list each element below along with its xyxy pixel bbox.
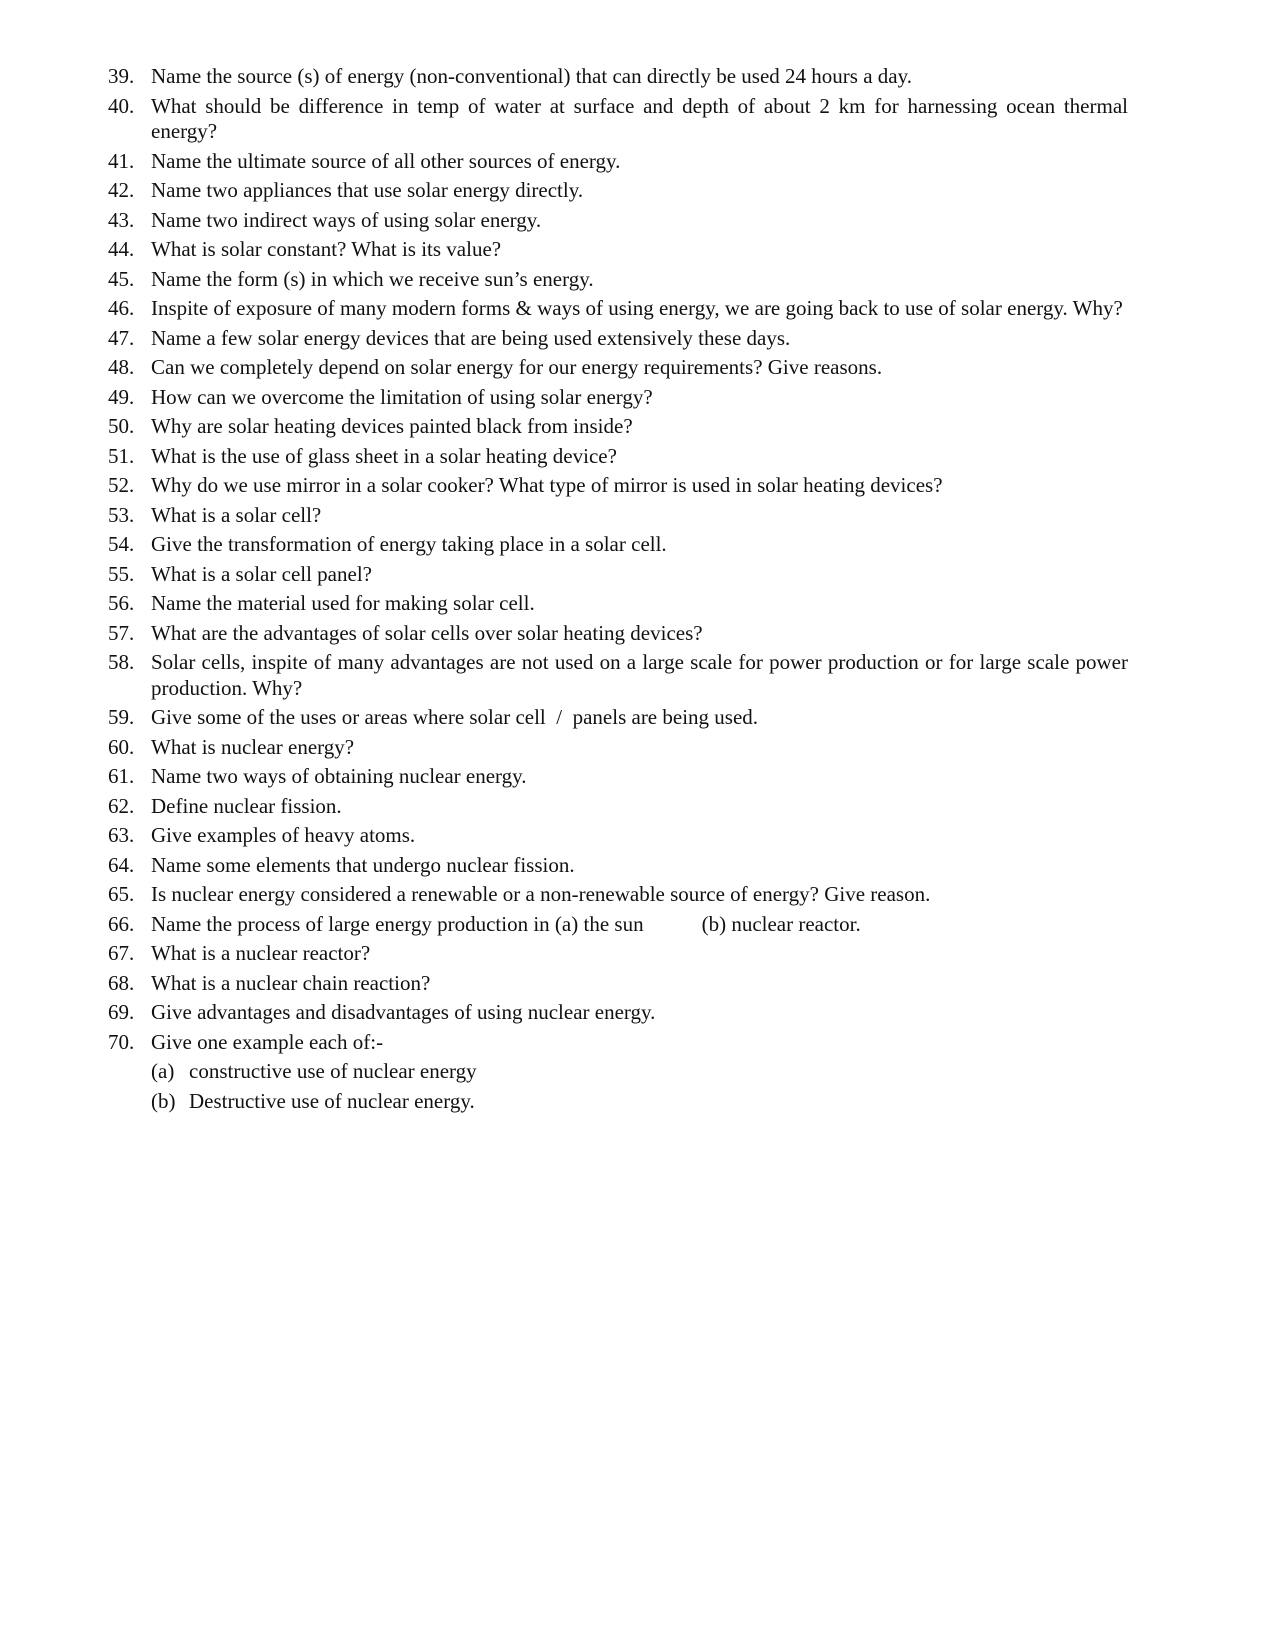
question-number: 53. xyxy=(108,502,135,527)
question-number: 51. xyxy=(108,443,135,468)
question-text: What is a nuclear chain reaction? xyxy=(151,970,431,995)
question-text xyxy=(151,912,1128,938)
question-number: 45. xyxy=(108,266,135,291)
question-text: Define nuclear fission. xyxy=(151,793,342,818)
question-item xyxy=(108,326,1128,352)
question-number: 60. xyxy=(108,734,135,759)
question-number: 63. xyxy=(108,823,135,847)
question-text: How can we overcome the limitation of using solar energy? xyxy=(151,384,653,409)
question-text: Name the form (s) in which we receive sun’s energy. xyxy=(151,266,594,291)
sub-question-label: (b) xyxy=(151,1088,176,1113)
question-part-b: (b) nuclear reactor. xyxy=(701,911,861,936)
question-text: Is nuclear energy considered a renewable or a non-renewable source of energy? Give reason. xyxy=(151,882,931,906)
question-number: 41. xyxy=(108,148,135,173)
question-item xyxy=(108,414,1128,440)
question-item xyxy=(108,178,1128,204)
sub-question-text: Destructive use of nuclear energy. xyxy=(189,1088,475,1113)
question-item xyxy=(108,237,1128,263)
question-text: Name a few solar energy devices that are being used extensively these days. xyxy=(151,325,791,350)
question-number: 46. xyxy=(108,296,135,320)
question-item xyxy=(108,735,1128,761)
question-item xyxy=(108,591,1128,617)
question-text: Name some elements that undergo nuclear fission. xyxy=(151,852,575,877)
sub-question-item xyxy=(151,1059,1128,1085)
question-text: Give one example each of:- xyxy=(151,1029,384,1054)
question-item xyxy=(108,1030,1128,1115)
question-text: Inspite of exposure of many modern forms & ways of using energy, we are going back to use of solar energy. Why? xyxy=(151,296,1123,320)
question-item xyxy=(108,503,1128,529)
question-item xyxy=(108,94,1128,145)
question-number: 59. xyxy=(108,705,135,729)
question-number: 52. xyxy=(108,473,135,497)
question-text: What is a nuclear reactor? xyxy=(151,941,371,965)
question-number: 68. xyxy=(108,970,135,995)
question-text: Name two ways of obtaining nuclear energy. xyxy=(151,764,527,788)
question-item xyxy=(108,64,1128,90)
question-text: What should be difference in temp of water at surface and depth of about 2 km for harnessing ocean thermal energy? xyxy=(151,93,1128,143)
sub-question-label: (a) xyxy=(151,1059,175,1083)
question-text: What are the advantages of solar cells over solar heating devices? xyxy=(151,620,703,645)
question-number: 67. xyxy=(108,941,135,965)
question-text: Name the material used for making solar cell. xyxy=(151,591,535,615)
question-text: What is a solar cell? xyxy=(151,502,322,527)
question-number: 56. xyxy=(108,591,135,615)
sub-question-list xyxy=(151,1059,1128,1114)
question-item xyxy=(108,941,1128,967)
question-part-a: Name the process of large energy production in (a) the sun xyxy=(151,911,644,936)
question-number: 69. xyxy=(108,1000,135,1024)
question-text: Give some of the uses or areas where solar cell / panels are being used. xyxy=(151,705,759,729)
question-item xyxy=(108,705,1128,731)
question-number: 40. xyxy=(108,93,135,118)
question-number: 55. xyxy=(108,561,135,586)
question-number: 65. xyxy=(108,882,135,906)
question-text: Name the ultimate source of all other sources of energy. xyxy=(151,148,621,173)
question-text: Can we completely depend on solar energy for our energy requirements? Give reasons. xyxy=(151,355,883,379)
question-item xyxy=(108,794,1128,820)
question-item xyxy=(108,267,1128,293)
question-number: 62. xyxy=(108,793,135,818)
question-item xyxy=(108,882,1128,908)
sub-question-text: constructive use of nuclear energy xyxy=(189,1059,477,1083)
question-item xyxy=(108,208,1128,234)
question-list xyxy=(108,64,1128,1118)
question-number: 39. xyxy=(108,64,135,88)
question-number: 50. xyxy=(108,414,135,438)
question-text: What is the use of glass sheet in a solar heating device? xyxy=(151,443,617,468)
question-text: Give examples of heavy atoms. xyxy=(151,823,416,847)
question-item xyxy=(108,621,1128,647)
question-item xyxy=(108,562,1128,588)
question-number: 61. xyxy=(108,764,135,788)
question-item xyxy=(108,971,1128,997)
question-number: 44. xyxy=(108,237,135,261)
question-number: 57. xyxy=(108,620,135,645)
question-text: What is nuclear energy? xyxy=(151,734,355,759)
question-number: 42. xyxy=(108,178,135,202)
question-item xyxy=(108,296,1128,322)
question-item xyxy=(108,385,1128,411)
question-item xyxy=(108,473,1128,499)
question-text: Solar cells, inspite of many advantages are not used on a large scale for power production or for large scale power production. Why? xyxy=(151,650,1128,700)
question-item xyxy=(108,823,1128,849)
question-item xyxy=(108,532,1128,558)
question-item xyxy=(108,650,1128,701)
question-number: 49. xyxy=(108,384,135,409)
sub-question-item xyxy=(151,1089,1128,1115)
question-number: 48. xyxy=(108,355,135,379)
question-number: 70. xyxy=(108,1029,135,1054)
question-number: 64. xyxy=(108,852,135,877)
question-number: 58. xyxy=(108,650,135,674)
question-item xyxy=(108,355,1128,381)
question-item xyxy=(108,764,1128,790)
question-number: 43. xyxy=(108,207,135,232)
question-text: Why are solar heating devices painted black from inside? xyxy=(151,414,633,438)
question-number: 54. xyxy=(108,532,135,556)
question-text: Why do we use mirror in a solar cooker? What type of mirror is used in solar heating devices? xyxy=(151,473,943,497)
question-text: Name the source (s) of energy (non-conventional) that can directly be used 24 hours a day. xyxy=(151,64,912,88)
question-item xyxy=(108,912,1128,938)
question-block xyxy=(151,1030,1128,1115)
question-text: Give advantages and disadvantages of using nuclear energy. xyxy=(151,1000,656,1024)
question-item xyxy=(108,853,1128,879)
question-item xyxy=(108,444,1128,470)
question-item xyxy=(108,1000,1128,1026)
question-text: What is solar constant? What is its value? xyxy=(151,237,502,261)
question-text: Name two indirect ways of using solar energy. xyxy=(151,207,542,232)
question-number: 66. xyxy=(108,911,135,936)
question-text: Name two appliances that use solar energy directly. xyxy=(151,178,584,202)
question-text: What is a solar cell panel? xyxy=(151,561,372,586)
question-text: Give the transformation of energy taking place in a solar cell. xyxy=(151,532,667,556)
question-item xyxy=(108,149,1128,175)
question-number: 47. xyxy=(108,325,135,350)
